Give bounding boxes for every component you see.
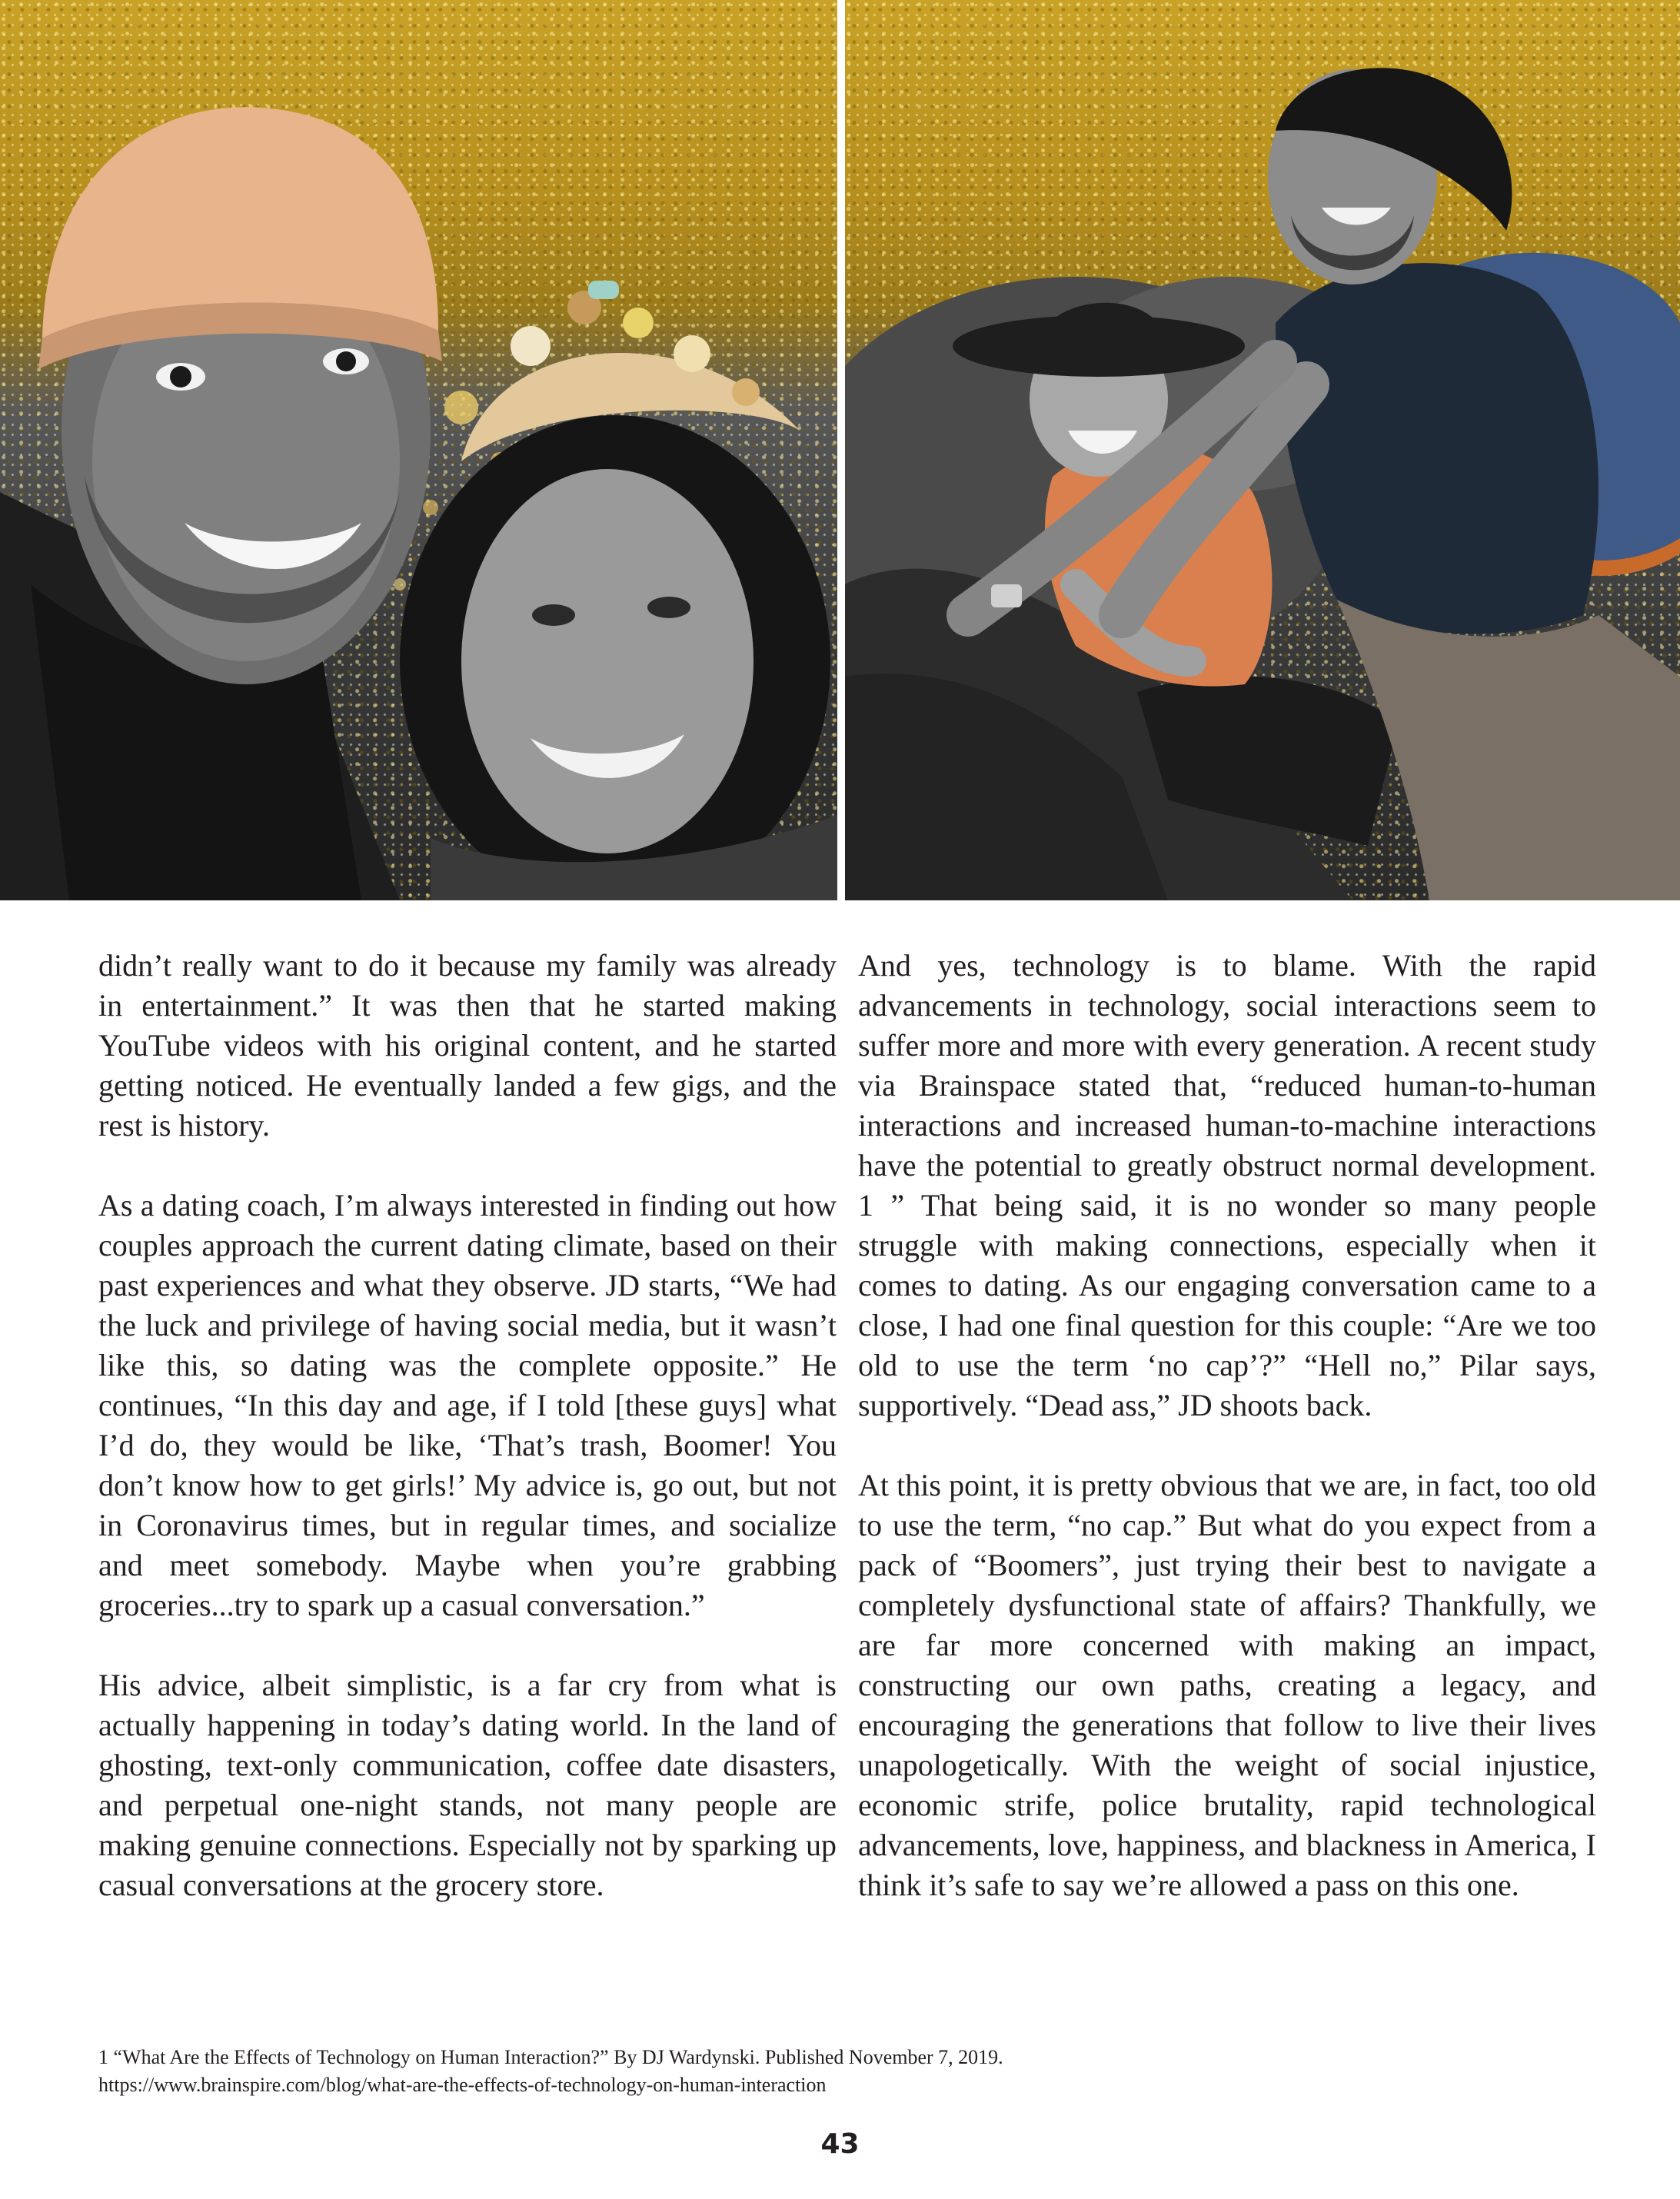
page-number: 43: [820, 2128, 860, 2160]
footnote: [98, 2044, 1559, 2099]
article-paragraph: And yes, technology is to blame. With the rapid advancements in technology, social interactions seem to suffer more and more with every generation. A recent study via Brainspace stated that, “reduced human-to-human interactions and increased human-to-machine interactions have the potential to greatly obstruct normal development. 1 ” That being said, it is no wonder so many people struggle with making connections, especially when it comes to dating. As our engaging conversation came to a close, I had one final question for this couple: “Are we too old to use the term ‘no cap’?” “Hell no,” Pilar says, supportively. “Dead ass,” JD shoots back.: [858, 948, 1596, 1422]
footnote-url: https://www.brainspire.com/blog/what-are-the-effects-of-technology-on-human-interaction: [98, 2074, 827, 2096]
article-left-column: [98, 946, 837, 1905]
article-paragraph: At this point, it is pretty obvious that we are, in fact, too old to use the term, “no cap.” But what do you expect from a pack of “Boomers”, just trying their best to navigate a completely dysfunctional state of affairs? Thankfully, we are far more concerned with making an impact, constructing our own paths, creating a legacy, and encouraging the generations that follow to live their lives unapologetically. With the weight of social injustice, economic strife, police brutality, rapid technological advancements, love, happiness, and blackness in America, I think it’s safe to say we’re allowed a pass on this one.: [858, 1468, 1596, 1902]
article-paragraph: As a dating coach, I’m always interested in finding out how couples approach the current dating climate, based on their past experiences and what they observe. JD starts, “We had the luck and privilege of having social media, but it wasn’t like this, so dating was the complete opposite.” He continues, “In this day and age, if I told [these guys] what I’d do, they would be like, ‘That’s trash, Boomer! You don’t know how to get girls!’ My advice is, go out, but not in Coronavirus times, but in regular times, and socialize and meet somebody. Maybe when you’re grabbing groceries...try to spark up a casual conversation.”: [98, 1188, 837, 1622]
couple-climbing-photo: [845, 0, 1680, 900]
article-right-column: [858, 946, 1596, 1905]
couple-climbing-illustration: [845, 0, 1680, 900]
couple-selfie-photo: [0, 0, 837, 900]
article-paragraph: didn’t really want to do it because my family was already in entertainment.” It was then that he started making YouTube videos with his original content, and he started getting noticed. He eventually landed a few gigs, and the rest is history.: [98, 948, 837, 1143]
footnote-citation: 1 “What Are the Effects of Technology on Human Interaction?” By DJ Wardynski. Published November 7, 2019.: [98, 2046, 1003, 2068]
couple-selfie-illustration: [0, 0, 837, 900]
article-paragraph: His advice, albeit simplistic, is a far cry from what is actually happening in today’s dating world. In the land of ghosting, text-only communication, coffee date disasters, and perpetual one-night stands, not many people are making genuine connections. Especially not by sparking up casual conversations at the grocery store.: [98, 1668, 837, 1902]
